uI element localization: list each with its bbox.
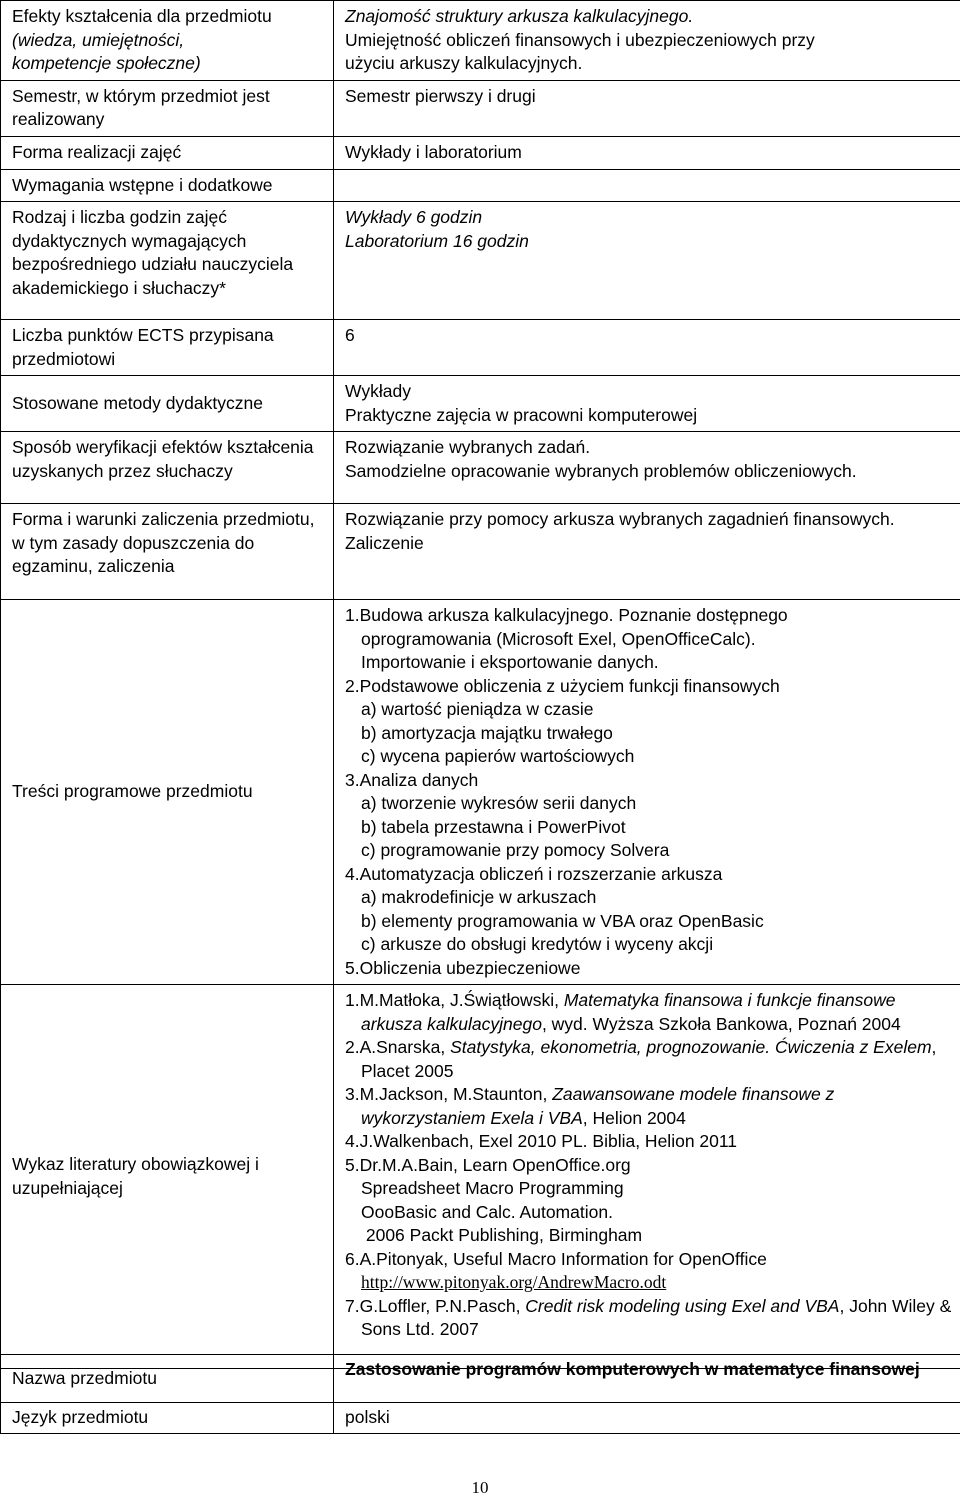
- bibliography-link[interactable]: http://www.pitonyak.org/AndrewMacro.odt: [361, 1272, 666, 1292]
- content-subitem: c) programowanie przy pomocy Solvera: [345, 839, 953, 863]
- row-hours: [1, 202, 960, 320]
- value-ects: 6: [334, 320, 960, 376]
- content-item: oprogramowania (Microsoft Exel, OpenOfficeCalc).: [345, 628, 953, 652]
- subject-table: [0, 1354, 960, 1434]
- label-subject-name: Nazwa przedmiotu: [1, 1355, 334, 1403]
- label-semester: Semestr, w którym przedmiot jest realizowany: [1, 80, 334, 136]
- value-line: użyciu arkuszy kalkulacyjnych.: [345, 52, 953, 76]
- bibliography-line: OooBasic and Calc. Automation.: [345, 1201, 953, 1225]
- content-item: 5.Obliczenia ubezpieczeniowe: [345, 957, 953, 981]
- label-content: Treści programowe przedmiotu: [1, 600, 334, 985]
- value-line: Umiejętność obliczeń finansowych i ubezpieczeniowych przy: [345, 29, 953, 53]
- row-methods: [1, 376, 960, 432]
- value-form: Wykłady i laboratorium: [334, 136, 960, 169]
- content-subitem: a) makrodefinicje w arkuszach: [345, 886, 953, 910]
- bib-publisher: , Placet 2005: [361, 1037, 936, 1081]
- content-item: 3.Analiza danych: [345, 769, 953, 793]
- bib-title: Zaawansowane modele finansowe z wykorzystaniem Exela i VBA: [361, 1084, 834, 1128]
- bib-authors: 1.M.Matłoka, J.Świątłowski,: [345, 990, 564, 1010]
- content-item: Importowanie i eksportowanie danych.: [345, 651, 953, 675]
- label-language: Język przedmiotu: [1, 1403, 334, 1434]
- label-literature: Wykaz literatury obowiązkowej i uzupełniającej: [1, 985, 334, 1369]
- bib-authors: 7.G.Loffler, P.N.Pasch,: [345, 1296, 525, 1316]
- content-item: 1.Budowa arkusza kalkulacyjnego. Poznanie dostępnego: [345, 604, 953, 628]
- value-line: Rozwiązanie wybranych zadań.: [345, 436, 953, 460]
- row-requirements: [1, 169, 960, 202]
- value-methods: [334, 376, 960, 432]
- row-learning-outcomes: [1, 1, 960, 81]
- bibliography-line: 2006 Packt Publishing, Birmingham: [345, 1224, 953, 1248]
- bibliography-item: [345, 1295, 953, 1342]
- content-subitem: a) tworzenie wykresów serii danych: [345, 792, 953, 816]
- content-subitem: b) elementy programowania w VBA oraz OpenBasic: [345, 910, 953, 934]
- bib-title: Statystyka, ekonometria, prognozowanie. Ćwiczenia z Exelem: [450, 1037, 931, 1057]
- row-content: [1, 600, 960, 985]
- label-verification: Sposób weryfikacji efektów kształcenia uzyskanych przez słuchaczy: [1, 432, 334, 504]
- bibliography-item: 4.J.Walkenbach, Exel 2010 PL. Biblia, Helion 2011: [345, 1130, 953, 1154]
- label-learning-outcomes: [1, 1, 334, 81]
- bibliography-item: 5.Dr.M.A.Bain, Learn OpenOffice.org: [345, 1154, 953, 1178]
- value-line: Wykłady: [345, 380, 953, 404]
- value-semester: Semestr pierwszy i drugi: [334, 80, 960, 136]
- bibliography-item: [345, 989, 953, 1036]
- bib-publisher: , John Wiley & Sons Ltd. 2007: [361, 1296, 951, 1340]
- value-line: Zaliczenie: [345, 532, 953, 556]
- bibliography-item: 6.A.Pitonyak, Useful Macro Information for OpenOffice: [345, 1248, 953, 1272]
- bibliography-item: [345, 1083, 953, 1130]
- content-item: 2.Podstawowe obliczenia z użyciem funkcji finansowych: [345, 675, 953, 699]
- value-assessment: [334, 504, 960, 600]
- page-number: 10: [0, 1476, 960, 1500]
- bib-authors: 3.M.Jackson, M.Staunton,: [345, 1084, 552, 1104]
- content-item: 4.Automatyzacja obliczeń i rozszerzanie arkusza: [345, 863, 953, 887]
- label-requirements: Wymagania wstępne i dodatkowe: [1, 169, 334, 202]
- label-line-italic: kompetencje społeczne): [12, 52, 324, 76]
- value-line: Samodzielne opracowanie wybranych problemów obliczeniowych.: [345, 460, 953, 484]
- value-hours: [334, 202, 960, 320]
- label-line-italic: (wiedza, umiejętności,: [12, 29, 324, 53]
- content-subitem: a) wartość pieniądza w czasie: [345, 698, 953, 722]
- row-language: [1, 1403, 960, 1434]
- value-learning-outcomes: [334, 1, 960, 81]
- row-subject-name: [1, 1355, 960, 1403]
- label-hours: Rodzaj i liczba godzin zajęć dydaktycznych wymagających bezpośredniego udziału nauczyciela akademickiego i słuchaczy*: [1, 202, 334, 320]
- bibliography-item: [345, 1036, 953, 1083]
- value-subject-name: Zastosowanie programów komputerowych w matematyce finansowej: [334, 1355, 960, 1403]
- content-subitem: c) wycena papierów wartościowych: [345, 745, 953, 769]
- value-requirements: [334, 169, 960, 202]
- row-verification: [1, 432, 960, 504]
- value-line-italic: Laboratorium 16 godzin: [345, 230, 953, 254]
- label-assessment: Forma i warunki zaliczenia przedmiotu, w tym zasady dopuszczenia do egzaminu, zaliczenia: [1, 504, 334, 600]
- value-line-italic: Wykłady 6 godzin: [345, 206, 953, 230]
- content-subitem: c) arkusze do obsługi kredytów i wyceny akcji: [345, 933, 953, 957]
- value-language: polski: [334, 1403, 960, 1434]
- bib-title: Credit risk modeling using Exel and VBA: [525, 1296, 839, 1316]
- value-line: Praktyczne zajęcia w pracowni komputerowej: [345, 404, 953, 428]
- row-assessment: [1, 504, 960, 600]
- value-content: [334, 600, 960, 985]
- content-subitem: b) tabela przestawna i PowerPivot: [345, 816, 953, 840]
- bib-publisher: , Helion 2004: [583, 1108, 686, 1128]
- label-ects: Liczba punktów ECTS przypisana przedmiotowi: [1, 320, 334, 376]
- row-semester: [1, 80, 960, 136]
- bibliography-line: Spreadsheet Macro Programming: [345, 1177, 953, 1201]
- value-line-italic: Znajomość struktury arkusza kalkulacyjnego.: [345, 5, 953, 29]
- label-line: Efekty kształcenia dla przedmiotu: [12, 5, 324, 29]
- bib-publisher: , wyd. Wyższa Szkoła Bankowa, Poznań 2004: [542, 1014, 901, 1034]
- bib-title: Matematyka finansowa i funkcje finansowe arkusza kalkulacyjnego: [361, 990, 896, 1034]
- content-subitem: b) amortyzacja majątku trwałego: [345, 722, 953, 746]
- value-line: Rozwiązanie przy pomocy arkusza wybranych zagadnień finansowych.: [345, 508, 953, 532]
- row-literature: [1, 985, 960, 1369]
- row-ects: [1, 320, 960, 376]
- value-literature: [334, 985, 960, 1369]
- row-form: [1, 136, 960, 169]
- bib-authors: 2.A.Snarska,: [345, 1037, 450, 1057]
- value-verification: [334, 432, 960, 504]
- label-form: Forma realizacji zajęć: [1, 136, 334, 169]
- label-methods: Stosowane metody dydaktyczne: [1, 376, 334, 432]
